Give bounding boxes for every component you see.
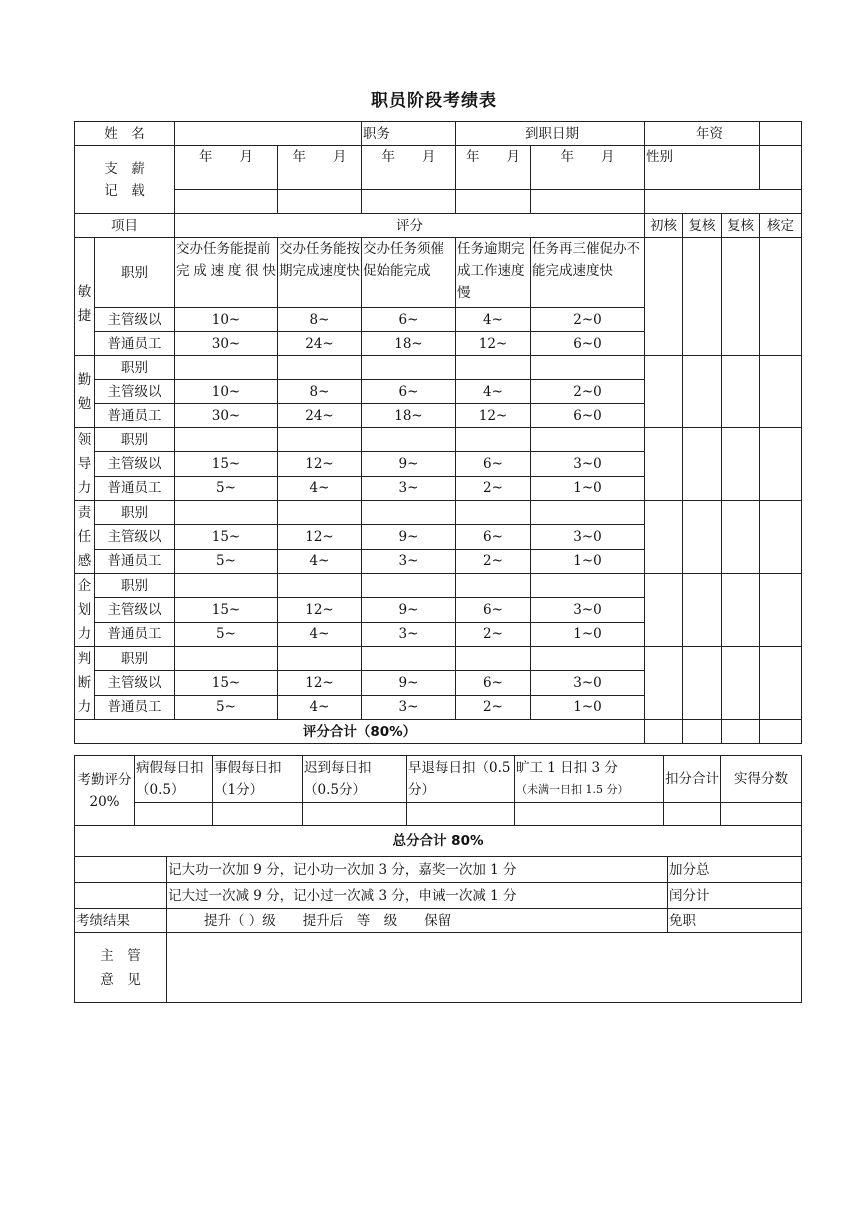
score-cell: 15~: [175, 525, 278, 549]
review-cell[interactable]: [645, 720, 683, 744]
salary-date-5[interactable]: 年 月: [531, 146, 645, 190]
actual-input[interactable]: [721, 803, 802, 826]
score-cell: 6~: [456, 525, 531, 549]
score-cell: 1~0: [531, 549, 645, 573]
criteria-5: 任务再三催促办不能完成速度快: [531, 238, 645, 308]
review-cell[interactable]: [645, 501, 683, 574]
opinion-field[interactable]: [167, 933, 802, 1003]
bonus-total-label: 加分总: [668, 857, 802, 883]
score-cell: 6~0: [531, 332, 645, 356]
review-cell[interactable]: [722, 238, 760, 356]
score-cell: 12~: [278, 598, 362, 622]
dismiss-option[interactable]: 免职: [668, 909, 802, 933]
sick-input[interactable]: [135, 803, 213, 826]
staff-label: 普通员工: [95, 332, 175, 356]
category-name: 判断力: [77, 651, 92, 715]
grand-total-label: 总分合计 80%: [75, 826, 802, 857]
salary-date-3[interactable]: 年 月: [362, 146, 456, 190]
score-cell: 1~0: [531, 476, 645, 500]
category-name: 勤勉: [77, 371, 92, 412]
review-cell[interactable]: [722, 501, 760, 574]
score-cell: 18~: [362, 404, 456, 428]
score-cell: 5~: [175, 549, 278, 573]
early-leave-rule: 早退每日扣（0.5分）: [407, 756, 515, 803]
opinion-row: [75, 933, 802, 1003]
role-label: 职别: [95, 238, 175, 308]
rewards-table: [74, 856, 802, 1003]
score-cell: 6~: [456, 671, 531, 695]
supervisor-label: 主管级以: [95, 452, 175, 476]
role-row: [75, 428, 802, 452]
salary-amount-1[interactable]: [175, 190, 278, 214]
review-cell[interactable]: [683, 501, 722, 574]
review-cell[interactable]: [760, 647, 802, 720]
salary-amount-5[interactable]: [531, 190, 645, 214]
sick-leave-rule: 病假每日扣（0.5）: [135, 756, 213, 803]
score-cell: 6~: [456, 598, 531, 622]
demerit-rule: 记大过一次减 9 分，记小过一次减 3 分，申诫一次减 1 分: [167, 883, 668, 909]
category-name: 责任感: [77, 505, 92, 569]
score-cell: 10~: [175, 380, 278, 404]
score-cell: 15~: [175, 671, 278, 695]
role-label: 职别: [95, 501, 175, 525]
score-cell: 4~: [456, 380, 531, 404]
score-cell: 3~: [362, 549, 456, 573]
review-cell[interactable]: [645, 238, 683, 356]
score-cell: 15~: [175, 452, 278, 476]
role-row: [75, 356, 802, 380]
score-cell: 4~: [278, 695, 362, 719]
deduct-total-label: 扣分合计: [664, 756, 721, 803]
demerit-row: [75, 883, 802, 909]
review-cell[interactable]: [722, 356, 760, 428]
category-diligence: [75, 356, 95, 428]
score-cell: 6~: [456, 452, 531, 476]
name-row: [75, 122, 802, 146]
late-rule: 迟到每日扣（0.5分）: [303, 756, 407, 803]
category-responsibility: [75, 501, 95, 574]
salary-row: [75, 146, 802, 190]
score-cell: 3~: [362, 622, 456, 646]
score-total-label: 评分合计（80%）: [75, 720, 645, 744]
score-cell: 24~: [278, 332, 362, 356]
score-cell: 3~0: [531, 452, 645, 476]
category-name: 敏捷: [77, 283, 92, 324]
position-and-join-date[interactable]: [456, 122, 645, 146]
criteria-row: [75, 238, 802, 308]
staff-label: 普通员工: [95, 549, 175, 573]
salary-date-2[interactable]: 年 月: [278, 146, 362, 190]
review-cell[interactable]: [760, 428, 802, 501]
salary-label: 支 薪 记 载: [75, 146, 175, 214]
role-row: [75, 501, 802, 525]
attendance-row: [75, 756, 802, 803]
supervisor-label: 主管级以: [95, 308, 175, 332]
absence-rule: 旷工 1 日扣 3 分 （未满一日扣 1.5 分）: [515, 756, 664, 803]
score-cell: 2~0: [531, 380, 645, 404]
review-cell[interactable]: [760, 501, 802, 574]
criteria-3: 交办任务须催促始能完成: [362, 238, 456, 308]
score-cell: 5~: [175, 476, 278, 500]
score-cell: 4~: [278, 622, 362, 646]
score-cell: 3~: [362, 695, 456, 719]
score-cell: 2~0: [531, 308, 645, 332]
review-cell[interactable]: [683, 428, 722, 501]
review-cell[interactable]: [683, 356, 722, 428]
role-label: 职别: [95, 647, 175, 671]
score-cell: 2~: [456, 476, 531, 500]
demerit-blank[interactable]: [75, 883, 167, 909]
supervisor-label: 主管级以: [95, 671, 175, 695]
absence-note: （未满一日扣 1.5 分）: [516, 783, 629, 796]
criteria-1: 交办任务能提前完成速度很快: [175, 238, 278, 308]
salary-amount-row: [75, 190, 802, 214]
score-cell: 2~: [456, 622, 531, 646]
review-cell[interactable]: [645, 356, 683, 428]
result-options[interactable]: 提升（ ）级 提升后 等 级 保留: [167, 909, 668, 933]
seniority-label: 年资: [645, 122, 760, 146]
staff-label: 普通员工: [95, 695, 175, 719]
review-cell[interactable]: [683, 238, 722, 356]
supervisor-label: 主管级以: [95, 525, 175, 549]
category-judgment: [75, 647, 95, 720]
score-cell: 12~: [278, 452, 362, 476]
score-cell: 12~: [456, 332, 531, 356]
staff-label: 普通员工: [95, 622, 175, 646]
merit-blank[interactable]: [75, 857, 167, 883]
position-label: 职务: [362, 122, 456, 146]
review-cell[interactable]: [760, 238, 802, 356]
score-cell: 12~: [278, 525, 362, 549]
attendance-input-row: [75, 803, 802, 826]
score-cell: 15~: [175, 598, 278, 622]
score-cell: 30~: [175, 332, 278, 356]
score-cell: 9~: [362, 452, 456, 476]
category-planning: [75, 574, 95, 647]
name-field[interactable]: [175, 122, 362, 146]
salary-date-4[interactable]: 年 月: [456, 146, 531, 190]
staff-label: 普通员工: [95, 404, 175, 428]
score-cell: 12~: [456, 404, 531, 428]
review-third: 复核: [722, 214, 760, 238]
score-label: 评分: [175, 214, 645, 238]
review-cell[interactable]: [722, 647, 760, 720]
review-cell[interactable]: [722, 574, 760, 647]
score-cell: 9~: [362, 671, 456, 695]
criteria-4: 任务逾期完成工作速度慢: [456, 238, 531, 308]
score-cell: 4~: [456, 308, 531, 332]
review-cell[interactable]: [722, 428, 760, 501]
score-cell: 24~: [278, 404, 362, 428]
join-date-label: 到职日期: [525, 125, 579, 142]
score-cell: 1~0: [531, 695, 645, 719]
score-cell: 18~: [362, 332, 456, 356]
score-cell: 5~: [175, 622, 278, 646]
score-cell: 6~: [362, 380, 456, 404]
salary-amount-2[interactable]: [278, 190, 362, 214]
early-input[interactable]: [407, 803, 515, 826]
score-cell: 10~: [175, 308, 278, 332]
salary-amount-6[interactable]: [645, 190, 802, 214]
review-cell[interactable]: [645, 574, 683, 647]
result-label: 考绩结果: [75, 909, 167, 933]
staff-label: 普通员工: [95, 476, 175, 500]
score-cell: 30~: [175, 404, 278, 428]
score-cell: 9~: [362, 598, 456, 622]
gender-field[interactable]: [760, 146, 802, 190]
category-agility: [75, 238, 95, 356]
review-cell[interactable]: [760, 574, 802, 647]
score-cell: 2~: [456, 549, 531, 573]
absence-input[interactable]: [515, 803, 664, 826]
score-cell: 8~: [278, 308, 362, 332]
attendance-label: 考勤评分 20%: [75, 756, 135, 826]
opinion-label: 主 管 意 见: [75, 933, 167, 1003]
grand-total-row: [75, 826, 802, 857]
score-cell: 2~: [456, 695, 531, 719]
review-cell[interactable]: [683, 574, 722, 647]
merit-row: [75, 857, 802, 883]
seniority-field[interactable]: [760, 122, 802, 146]
review-cell[interactable]: [683, 720, 722, 744]
category-leadership: [75, 428, 95, 501]
personal-input[interactable]: [213, 803, 303, 826]
review-cell[interactable]: [760, 720, 802, 744]
actual-score-label: 实得分数: [721, 756, 802, 803]
merit-rule: 记大功一次加 9 分，记小功一次加 3 分，嘉奖一次加 1 分: [167, 857, 668, 883]
review-cell[interactable]: [645, 647, 683, 720]
appraisal-table: [74, 121, 802, 744]
salary-amount-4[interactable]: [456, 190, 531, 214]
review-initial: 初核: [645, 214, 683, 238]
role-row: [75, 574, 802, 598]
score-cell: 4~: [278, 476, 362, 500]
score-cell: 3~: [362, 476, 456, 500]
score-total-row: [75, 720, 802, 744]
score-cell: 3~0: [531, 525, 645, 549]
review-approve: 核定: [760, 214, 802, 238]
review-cell[interactable]: [645, 428, 683, 501]
role-row: [75, 647, 802, 671]
score-cell: 6~: [362, 308, 456, 332]
category-name: 企划力: [77, 578, 92, 642]
category-name: 领导力: [77, 432, 92, 496]
deduct-input[interactable]: [664, 803, 721, 826]
late-input[interactable]: [303, 803, 407, 826]
criteria-2: 交办任务能按期完成速度快: [278, 238, 362, 308]
score-cell: 12~: [278, 671, 362, 695]
score-cell: 1~0: [531, 622, 645, 646]
score-cell: 4~: [278, 549, 362, 573]
page-title: 职员阶段考绩表: [371, 91, 497, 111]
salary-amount-3[interactable]: [362, 190, 456, 214]
result-row: [75, 909, 802, 933]
role-label: 职别: [95, 356, 175, 380]
role-label: 职别: [95, 574, 175, 598]
review-cell[interactable]: [683, 647, 722, 720]
score-cell: 6~0: [531, 404, 645, 428]
score-cell: 8~: [278, 380, 362, 404]
personal-leave-rule: 事假每日扣（1分）: [213, 756, 303, 803]
salary-date-1[interactable]: 年 月: [175, 146, 278, 190]
item-label: 项目: [75, 214, 175, 238]
bonus-total-label-2: 闰分计: [668, 883, 802, 909]
score-cell: 5~: [175, 695, 278, 719]
review-second: 复核: [683, 214, 722, 238]
role-label: 职别: [95, 428, 175, 452]
supervisor-label: 主管级以: [95, 598, 175, 622]
grade-header-row: [75, 214, 802, 238]
score-cell: 3~0: [531, 598, 645, 622]
review-cell[interactable]: [760, 356, 802, 428]
score-cell: 3~0: [531, 671, 645, 695]
review-cell[interactable]: [722, 720, 760, 744]
supervisor-label: 主管级以: [95, 380, 175, 404]
score-cell: 9~: [362, 525, 456, 549]
attendance-table: [74, 755, 802, 857]
name-label: 姓 名: [75, 122, 175, 146]
gender-label: 性别: [645, 146, 760, 190]
